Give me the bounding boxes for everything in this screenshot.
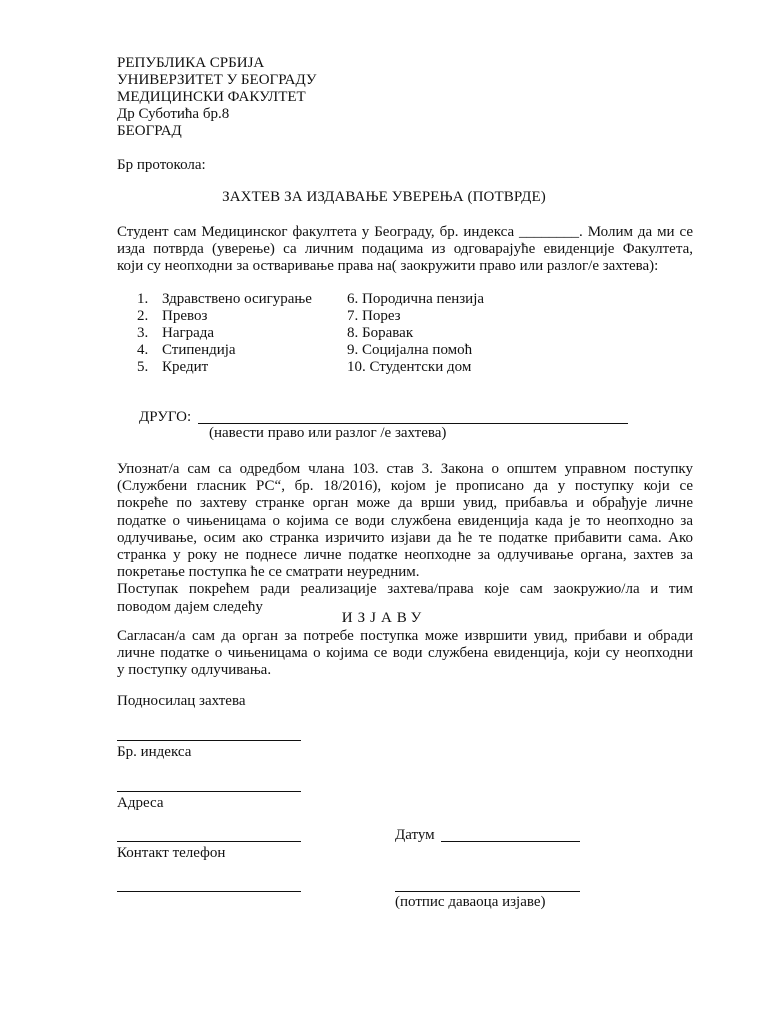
purpose-line: поводом дајем следећу [117,598,263,615]
signature-label: (потпис даваоца изјаве) [395,894,546,910]
statement-line: личне податке о чињеницама о којима се води службена евиденција, који су неопходни [117,645,693,662]
option-item[interactable]: 10. Студентски дом [347,359,472,375]
option-number: 1. [137,291,149,307]
purpose-line: Поступак покрећем ради реализације захтева/права које сам заокружио/ла и тим [117,581,693,598]
law-line: покретање поступка ће се сматрати неуредним. [117,564,420,581]
law-line: одлучивање, осим ако странка изричито изјави да ће те податке прибавити сама. Ако [117,529,693,546]
option-item[interactable]: 6. Породична пензија [347,291,485,307]
intro-line: Студент сам Медицинског факултета у Београду, бр. индекса ________. Молим да ми се [117,224,693,240]
institution-country: РЕПУБЛИКА СРБИЈА [117,55,265,71]
phone-field[interactable] [117,891,301,892]
option-number: 5. [137,359,149,375]
option-label: Кредит [162,359,209,375]
option-item[interactable]: 9. Социјална помоћ [347,342,473,358]
option-item[interactable]: 7. Порез [347,308,401,324]
option-label: Здравствено осигурање [162,291,312,307]
institution-faculty: МЕДИЦИНСКИ ФАКУЛТЕТ [117,89,306,105]
option-number: 2. [137,308,149,324]
intro-paragraph [117,224,693,276]
document-title: ЗАХТЕВ ЗА ИЗДАВАЊЕ УВЕРЕЊА (ПОТВРДЕ) [222,189,546,205]
applicant-label: Подносилац захтева [117,693,246,709]
date-field[interactable] [441,841,580,842]
option-number: 3. [137,325,149,341]
option-item[interactable] [137,359,208,376]
institution-street: Др Суботића бр.8 [117,106,230,122]
option-item[interactable] [137,342,236,359]
institution-city: БЕОГРАД [117,123,182,139]
option-item[interactable] [137,325,214,342]
index-label: Бр. индекса [117,744,192,760]
statement-line: Сагласан/а сам да орган за потребе поступка може извршити увид, прибави и обради [117,628,693,644]
address-label: Адреса [117,795,164,811]
statement-title: ИЗЈАВУ [341,610,427,626]
option-number: 4. [137,342,149,358]
law-line: странка у року не поднесе личне податке неопходне за одлучивање органа, захтев за [117,546,693,563]
intro-line: изда потврда (уверење) са личним подацима из одговарајуће евиденције Факултета, [117,241,693,258]
date-label: Датум [395,827,435,843]
statement-paragraph [117,628,693,680]
option-item[interactable]: 8. Боравак [347,325,414,341]
option-item[interactable] [137,291,312,308]
option-label: Превоз [162,308,208,324]
signature-field[interactable] [395,891,580,892]
law-line: Упознат/а сам са одредбом члана 103. став 3. Закона о општем управном поступку [117,461,693,477]
law-line: покреће по захтеву странке орган може да врши увид, прибавља и обрађује личне [117,495,693,512]
institution-university: УНИВЕРЗИТЕТ У БЕОГРАДУ [117,72,317,88]
applicant-name-field[interactable] [117,740,301,741]
option-label: Стипендија [162,342,236,358]
address-field[interactable] [117,841,301,842]
law-line: податке о чињеницама о којима се води службена евиденција када је то неопходно за [117,512,693,529]
protocol-number-label: Бр протокола: [117,157,206,173]
phone-label: Контакт телефон [117,845,226,861]
option-item[interactable] [137,308,207,325]
other-hint: (навести право или разлог /е захтева) [209,425,447,441]
intro-line: који су неопходни за остваривање права на( заокружити право или разлог/е захтева): [117,258,659,275]
statement-line: у поступку одлучивања. [117,662,272,679]
index-number-field[interactable] [117,791,301,792]
other-reason-field[interactable] [198,423,628,424]
other-label: ДРУГО: [139,409,192,425]
law-line: (Службени гласник РС“, бр. 18/2016), којом је прописано да у поступку који се [117,478,693,495]
law-paragraph [117,461,693,616]
option-label: Награда [162,325,215,341]
